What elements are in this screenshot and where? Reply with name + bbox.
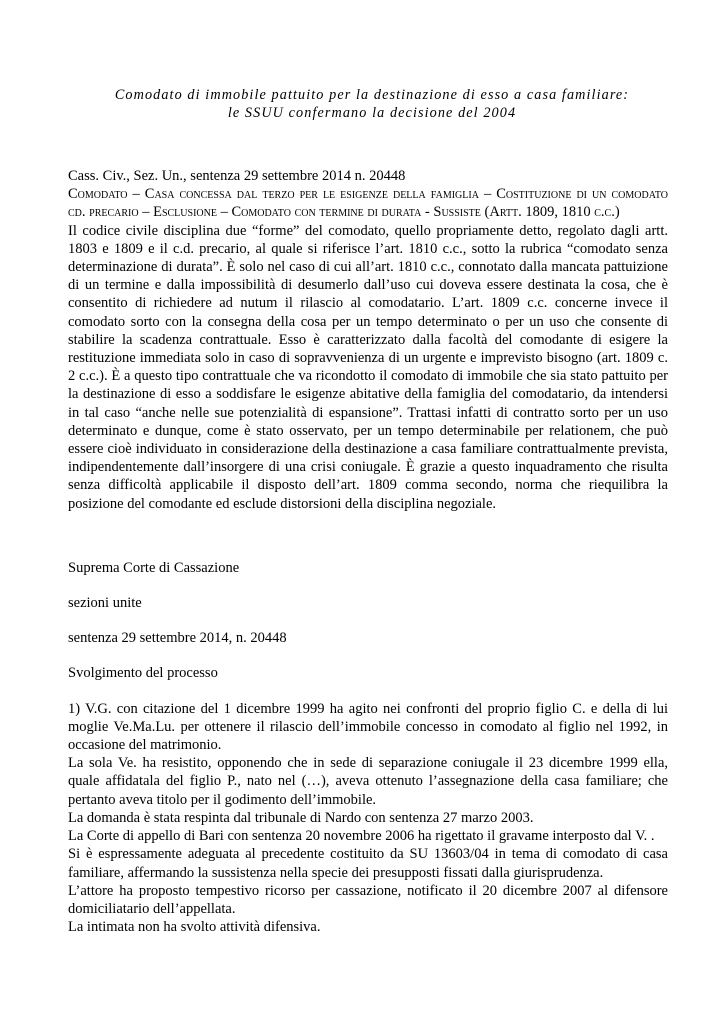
process-section xyxy=(68,700,668,937)
document-page xyxy=(68,86,668,936)
process-paragraph: La domanda è stata respinta dal tribunale di Nardo con sentenza 27 marzo 2003. xyxy=(68,809,534,826)
massima-body: Il codice civile disciplina due “forme” del comodato, quello propriamente detto, regolato dagli artt. 1803 e 1809 e il c.d. precario, al quale si riferisce l’art. 1810 c.c., sotto la rubrica “comodato senza determinazione di durata”. È solo nel caso di cui all’art. 1810 c.c., connotato dalla mancata pattuizione di un termine e dalla impossibilità di desumerlo dall’uso cui doveva essere destinata la cosa, che è consentito di richiedere ad nutum il rilascio al comodatario. L’art. 1809 c.c. concerne invece il comodato sorto con la consegna della cosa per un tempo determinato o per un uso che consente di stabilire la scadenza contrattuale. Esso è caratterizzato dalla facoltà del comodante di esigere la restituzione immediata solo in caso di sopravvenienza di un urgente e imprevisto bisogno (art. 1809 c. 2 c.c.). È a questo tipo contrattuale che va ricondotto il comodato di immobile che sia stato pattuito per la destinazione di esso a soddisfare le esigenze abitative della famiglia del comodatario, da intendersi in tal caso “anche nelle sue potenzialità di espansione”. Trattasi infatti di contratto sorto per un uso determinato e dunque, come è stato osservato, per un tempo determinabile per relationem, che può essere cioè individuato in considerazione della destinazione a casa familiare contrattualmente prevista, indipendentemente dall’insorgere di una crisi coniugale. È grazie a questo inquadramento che risulta senza difficoltà applicabile il disposto dell’art. 1809 comma secondo, norma che riequilibra la posizione del comodante ed esclude distorsioni della disciplina negoziale. xyxy=(68,222,668,512)
title-line-2: le SSUU confermano la decisione del 2004 xyxy=(227,105,517,121)
process-paragraph: 1) V.G. con citazione del 1 dicembre 1999 ha agito nei confronti del proprio figlio C. e della di lui moglie Ve.Ma.Lu. per ottenere il rilascio dell’immobile concesso in comodato al figlio nel 1992, in occasione del matrimonio. xyxy=(68,700,668,754)
process-paragraph: L’attore ha proposto tempestivo ricorso per cassazione, notificato il 20 dicembre 2007 al difensore domiciliatario dell’appellata. xyxy=(68,882,668,917)
section-heading: sezioni unite xyxy=(68,595,142,612)
article-title xyxy=(76,86,668,122)
sentence-heading: sentenza 29 settembre 2014, n. 20448 xyxy=(68,630,287,647)
court-heading: Suprema Corte di Cassazione xyxy=(68,559,240,576)
process-paragraph: La sola Ve. ha resistito, opponendo che in sede di separazione coniugale il 23 dicembre 1999 ella, quale affidatala del figlio P., nato nel (…), aveva ottenuto l’assegnazione della casa familiare; che pertanto aveva titolo per il godimento dell’immobile. xyxy=(68,755,668,808)
title-line-1: Comodato di immobile pattuito per la destinazione di esso a casa familiare: xyxy=(114,87,630,103)
process-paragraph: La Corte di appello di Bari con sentenza 20 novembre 2006 ha rigettato il gravame interposto dal V. . xyxy=(68,828,655,845)
process-heading: Svolgimento del processo xyxy=(68,665,218,682)
process-paragraph: La intimata non ha svolto attività difensiva. xyxy=(68,919,321,936)
massima-headline: Comodato – Casa concessa dal terzo per le esigenze della famiglia – Costituzione di un comodato cd. precario – Esclusione – Comodato con termine di durata - Sussiste (Artt. 1809, 1810 c.c.) xyxy=(68,186,668,221)
process-paragraph: Si è espressamente adeguata al precedente costituito da SU 13603/04 in tema di comodato di casa familiare, affermando la sussistenza nella specie dei presupposti fissati dalla giurisprudenza. xyxy=(68,846,668,881)
case-citation: Cass. Civ., Sez. Un., sentenza 29 settembre 2014 n. 20448 xyxy=(68,168,406,184)
